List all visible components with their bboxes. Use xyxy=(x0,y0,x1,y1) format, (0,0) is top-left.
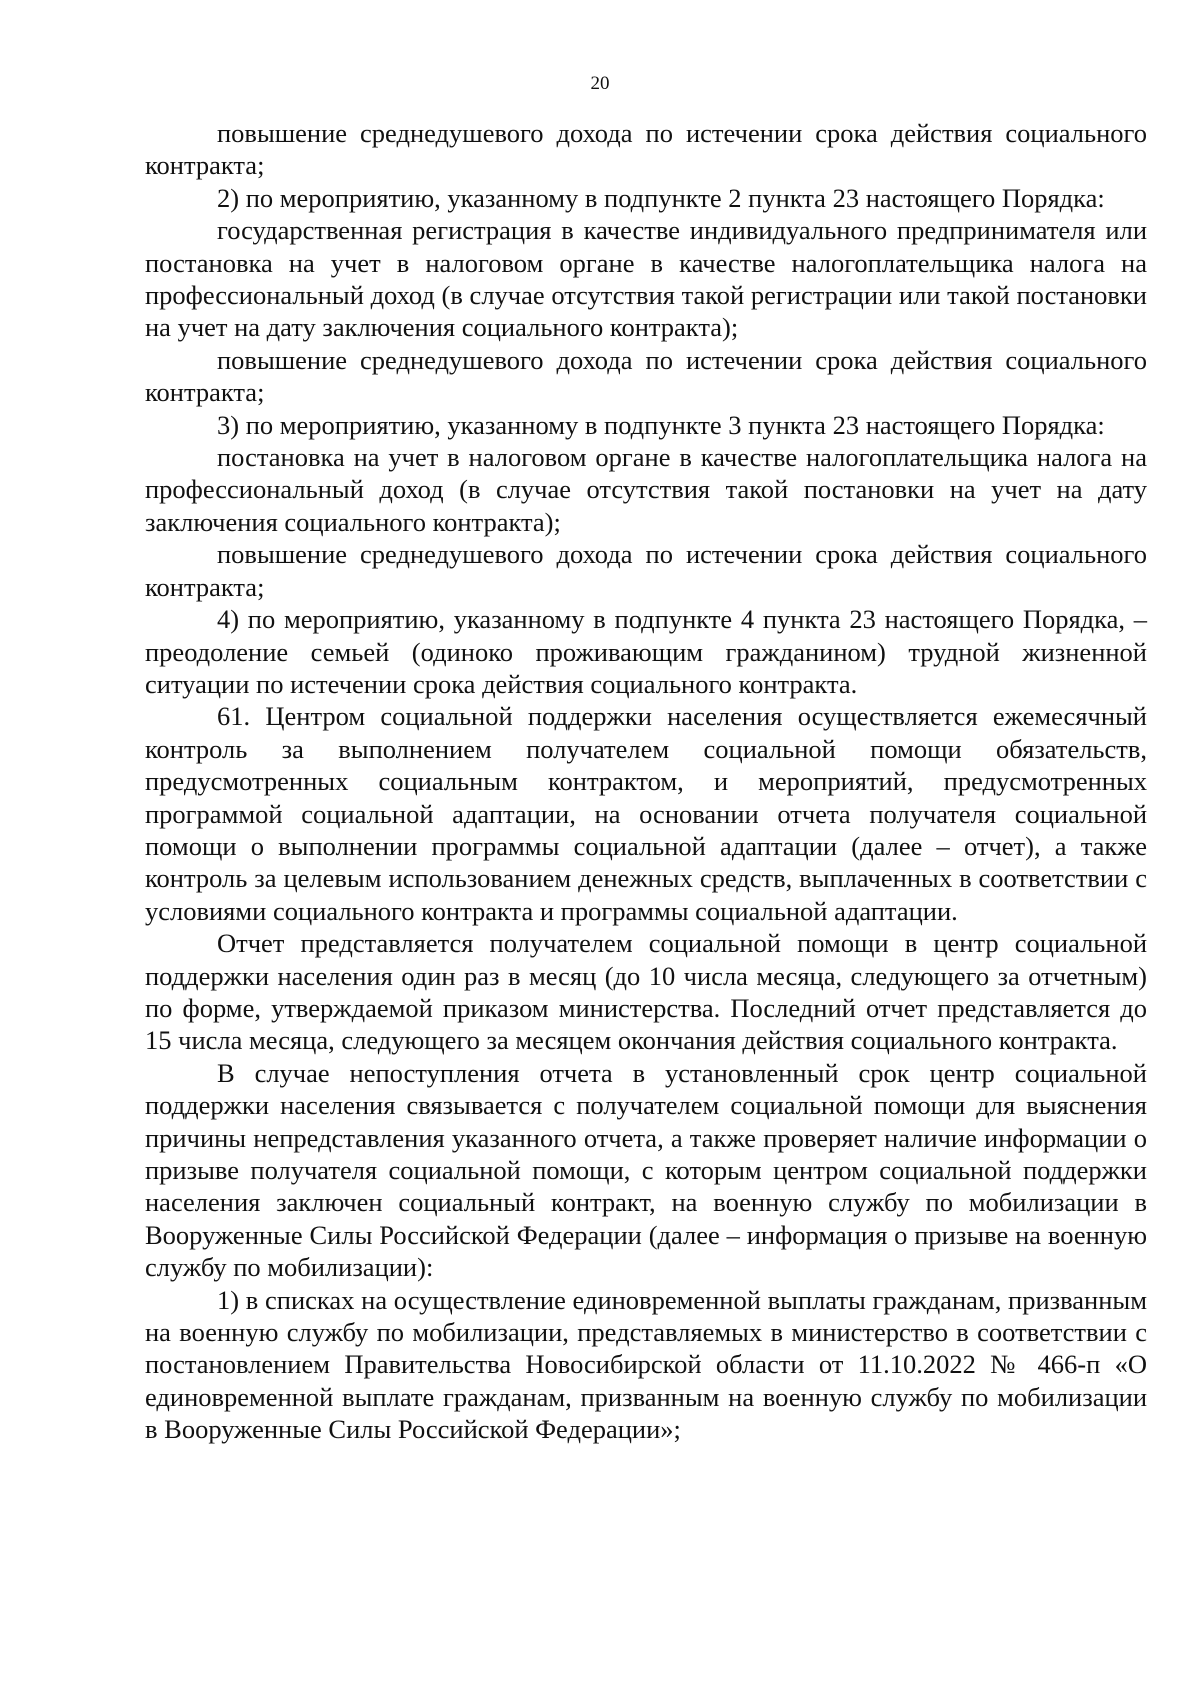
paragraph: повышение среднедушевого дохода по истечении срока действия социального контракта; xyxy=(145,344,1147,408)
paragraph: 61. Центром социальной поддержки населения осуществляется ежемесячный контроль за выполнением получателем социальной помощи обязательств, предусмотренных социальным контрактом, и мероприятий, предусмотренных программой социальной адаптации, на основании отчета получателя социальной помощи о выполнении программы социальной адаптации (далее – отчет), а также контроль за целевым использованием денежных средств, выплаченных в соответствии с условиями социального контракта и программы социальной адаптации. xyxy=(145,701,1147,926)
paragraph: постановка на учет в налоговом органе в качестве налогоплательщика налога на профессиональный доход (в случае отсутствия такой постановки на учет на дату заключения социального контракта); xyxy=(145,442,1147,537)
paragraph: повышение среднедушевого дохода по истечении срока действия социального контракта; xyxy=(145,118,1147,181)
paragraph: государственная регистрация в качестве индивидуального предпринимателя или постановка на учет в налоговом органе в качестве налогоплательщика налога на профессиональный доход (в случае отсутствия такой регистрации или такой постановки на учет на дату заключения социального контракта); xyxy=(145,215,1147,343)
paragraph: 4) по мероприятию, указанному в подпункте 4 пункта 23 настоящего Порядка, – преодоление семьей (одиноко проживающим гражданином) трудной жизненной ситуации по истечении срока действия социального контракта. xyxy=(145,604,1147,699)
paragraph: 1) в списках на осуществление единовременной выплаты гражданам, призванным на военную службу по мобилизации, представляемых в министерство в соответствии с постановлением Правительства Новосибирской области от 11.10.2022 № 466-п «О единовременной выплате гражданам, призванным на военную службу по мобилизации в Вооруженные Силы Российской Федерации»; xyxy=(145,1284,1147,1445)
paragraph: В случае непоступления отчета в установленный срок центр социальной поддержки населения связывается с получателем социальной помощи для выяснения причины непредставления указанного отчета, а также проверяет наличие информации о призыве получателя социальной помощи, с которым центром социальной поддержки населения заключен социальный контракт, на военную службу по мобилизации в Вооруженные Силы Российской Федерации (далее – информация о призыве на военную службу по мобилизации): xyxy=(145,1057,1147,1283)
paragraph: 2) по мероприятию, указанному в подпункте 2 пункта 23 настоящего Порядка: xyxy=(217,182,1105,213)
paragraph: 3) по мероприятию, указанному в подпункте 3 пункта 23 настоящего Порядка: xyxy=(217,409,1105,440)
paragraph: Отчет представляется получателем социальной помощи в центр социальной поддержки населения один раз в месяц (до 10 числа месяца, следующего за отчетным) по форме, утверждаемой приказом министерства. Последний отчет представляется до 15 числа месяца, следующего за месяцем окончания действия социального контракта. xyxy=(145,928,1147,1056)
page-number: 20 xyxy=(590,73,610,94)
document-body xyxy=(145,117,1147,1446)
paragraph: повышение среднедушевого дохода по истечении срока действия социального контракта; xyxy=(145,539,1147,602)
